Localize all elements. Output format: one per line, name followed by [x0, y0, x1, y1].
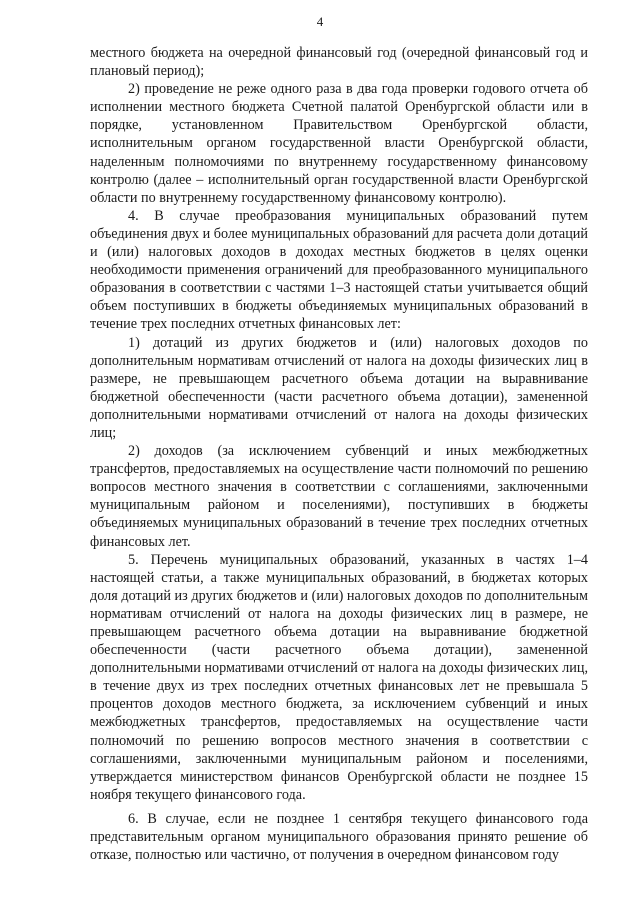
- paragraph: 2) доходов (за исключением субвенций и иных межбюджетных трансфертов, предоставляемых на осуществление части полномочий по решению вопросов местного значения в соответствии с соглашениями, заключенными муниципальным районом и поселениями), поступивших в бюджеты объединяемых муниципальных образований в течение трех последних отчетных финансовых лет.: [90, 443, 588, 550]
- paragraph: местного бюджета на очередной финансовый год (очередной финансовый год и плановый период);: [90, 45, 588, 80]
- page-number: 4: [316, 14, 324, 29]
- paragraph: 1) дотаций из других бюджетов и (или) налоговых доходов по дополнительным нормативам отчислений от налога на доходы физических лиц в размере, не превышающем расчетного объема дотации на выравнивание бюджетной обеспеченности (части расчетного объема дотации), замененной дополнительными нормативами отчислений от налога на доходы физических лиц;: [90, 334, 588, 441]
- paragraph: 5. Перечень муниципальных образований, указанных в частях 1–4 настоящей статьи, а также муниципальных образований, в бюджетах которых доля дотаций из других бюджетов и (или) налоговых доходов по дополнительным нормативам отчислений от налога на доходы физических лиц в размере, не превышающем расчетного объема дотации на выравнивание бюджетной обеспеченности (части расчетного объема дотации), замененной дополнительными нормативами отчислений от налога на доходы физических лиц, в течение двух из трех последних отчетных финансовых лет не превышала 5 процентов доходов местного бюджета, за исключением субвенций и иных межбюджетных трансфертов, предоставляемых на осуществление части полномочий по решению вопросов местного значения в соответствии с соглашениями, заключенными муниципальным районом и поселениями, утверждается министерством финансов Оренбургской области не позднее 15 ноября текущего финансового года.: [90, 551, 588, 803]
- document-body: [90, 44, 588, 864]
- paragraph: 2) проведение не реже одного раза в два года проверки годового отчета об исполнении местного бюджета Счетной палатой Оренбургской области или в порядке, установленном Правительством Оренбургской области, исполнительным органом государственной власти Оренбургской области, наделенным полномочиями по внутреннему государственному финансовому контролю (далее – исполнительный орган государственной власти Оренбургской области по внутреннему государственному финансовому контролю).: [90, 81, 588, 206]
- paragraph: 4. В случае преобразования муниципальных образований путем объединения двух и более муниципальных образований для расчета доли дотаций и (или) налоговых доходов в доходах местных бюджетов в целях оценки необходимости применения ограничений для преобразованного муниципального образования в соответствии с частями 1–3 настоящей статьи учитывается общий объем поступивших в бюджеты объединяемых муниципальных образований в течение трех последних отчетных финансовых лет:: [90, 207, 588, 333]
- paragraph: 6. В случае, если не позднее 1 сентября текущего финансового года представительным органом муниципального образования принято решение об отказе, полностью или частично, от получения в очередном финансовом году: [90, 810, 588, 864]
